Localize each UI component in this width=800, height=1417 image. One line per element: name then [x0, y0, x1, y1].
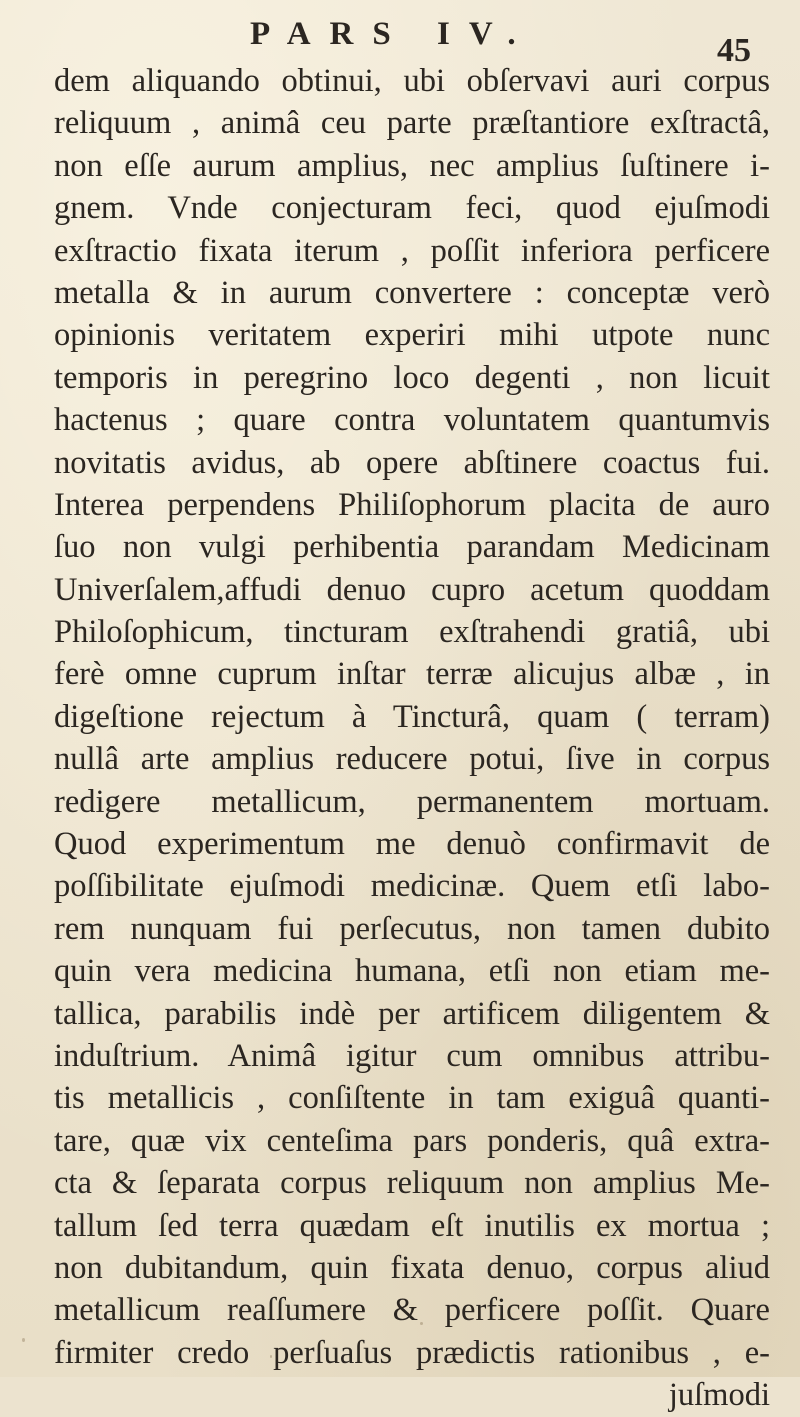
text-line: hactenus ; quare contra voluntatem quantumvis: [54, 402, 770, 439]
text-line: metalla & in aurum convertere : conceptæ verò: [54, 274, 770, 311]
text-line: digeſtione rejectum à Tincturâ, quam ( terram): [54, 698, 770, 735]
text-line: Univerſalem,affudi denuo cupro acetum quoddam: [54, 571, 770, 608]
text-line: gnem. Vnde conjecturam feci, quod ejuſmodi: [54, 190, 770, 227]
text-line: nullâ arte amplius reducere potui, ſive in corpus: [54, 741, 770, 778]
paper-speck: [270, 1355, 272, 1358]
text-line: dem aliquando obtinui, ubi obſervavi auri corpus: [54, 63, 770, 99]
text-line: poſſibilitate ejuſmodi medicinæ. Quem etſi labo-: [54, 868, 770, 905]
text-line: ſuo non vulgi perhibentia parandam Medicinam: [54, 529, 770, 566]
text-line: Philoſophicum, tincturam exſtrahendi gratiâ, ubi: [54, 614, 770, 651]
body-text: [54, 60, 770, 1417]
text-line: tis metallicis , conſiſtente in tam exiguâ quanti-: [54, 1080, 770, 1117]
text-line: tare, quæ vix centeſima pars ponderis, quâ extra-: [54, 1122, 770, 1159]
text-line: temporis in peregrino loco degenti , non licuit: [54, 359, 770, 396]
text-line: non eſſe aurum amplius, nec amplius ſuſtinere i-: [54, 147, 770, 184]
running-title: PARS IV.: [250, 16, 535, 52]
page-number: 45: [717, 32, 751, 69]
catchword: juſmodi: [668, 1377, 770, 1414]
paper-speck: [22, 1338, 25, 1342]
text-line: rem nunquam fui perſecutus, non tamen dubito: [54, 910, 770, 947]
text-line: metallicum reaſſumere & perficere poſſit. Quare: [54, 1292, 770, 1329]
paper-speck: [420, 1322, 423, 1325]
text-line: redigere metallicum, permanentem mortuam.: [54, 783, 770, 820]
text-line: opinionis veritatem experiri mihi utpote nunc: [54, 317, 770, 354]
text-line: induſtrium. Animâ igitur cum omnibus attribu-: [54, 1037, 770, 1074]
text-line: Interea perpendens Philiſophorum placita de auro: [54, 486, 770, 523]
text-line: ferè omne cuprum inſtar terræ alicujus albæ , in: [54, 656, 770, 693]
text-line: reliquum , animâ ceu parte præſtantiore exſtractâ,: [54, 105, 770, 142]
text-line: exſtractio fixata iterum , poſſit inferiora perficere: [54, 232, 770, 269]
text-line: quin vera medicina humana, etſi non etiam me-: [54, 953, 770, 990]
text-line: non dubitandum, quin fixata denuo, corpus aliud: [54, 1249, 770, 1286]
text-line: tallum ſed terra quædam eſt inutilis ex mortua ;: [54, 1207, 770, 1244]
running-head: [0, 10, 800, 69]
text-line: Quod experimentum me denuò confirmavit de: [54, 826, 770, 863]
text-line: cta & ſeparata corpus reliquum non amplius Me-: [54, 1165, 770, 1202]
text-line: novitatis avidus, ab opere abſtinere coactus fui.: [54, 444, 770, 481]
text-line: tallica, parabilis indè per artificem diligentem &: [54, 995, 770, 1032]
text-line: firmiter credo perſuaſus prædictis rationibus , e-: [54, 1334, 770, 1371]
